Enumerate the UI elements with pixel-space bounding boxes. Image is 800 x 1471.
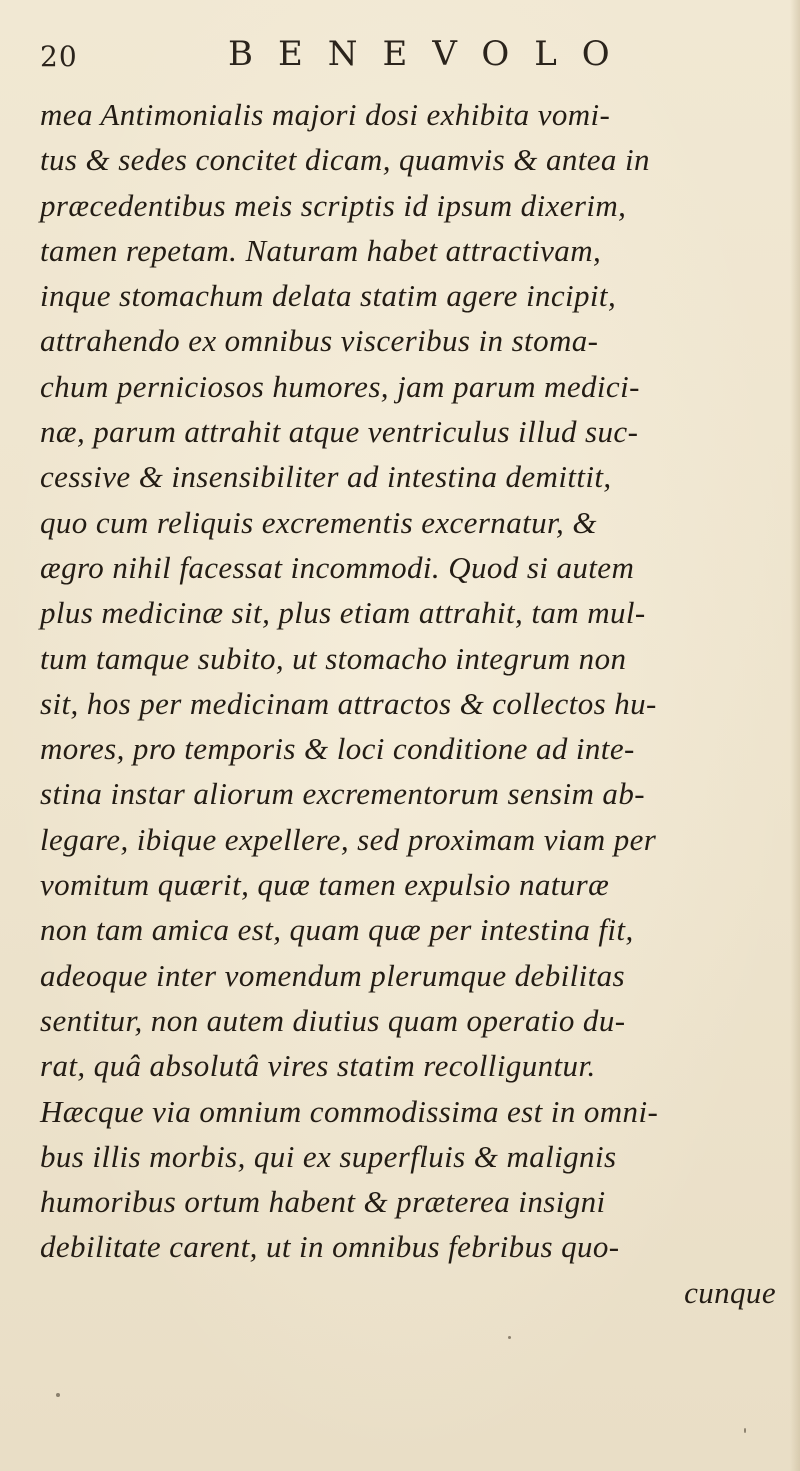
text-line: adeoque inter vomendum plerumque debilitas [40,957,626,993]
text-line: quo cum reliquis excrementis excernatur, & [40,504,597,540]
text-line: rat, quâ absolutâ vires statim recolliguntur. [40,1048,596,1084]
text-line: Hæcque via omnium commodissima est in omni- [40,1093,659,1129]
running-head: BENEVOLO [228,34,635,74]
text-line: cessive & insensibiliter ad intestina demittit, [40,459,612,495]
paper-speck [744,1428,746,1433]
text-line: chum perniciosos humores, jam parum medici- [40,368,640,404]
page-number: 20 [40,40,78,73]
text-line: tum tamque subito, ut stomacho integrum non [40,640,627,676]
text-line: sentitur, non autem diutius quam operatio du- [40,1002,626,1038]
text-line: mores, pro temporis & loci conditione ad inte- [40,731,635,767]
catchword: cunque [684,1274,776,1310]
text-line: debilitate carent, ut in omnibus febribus quo- [40,1229,620,1265]
text-line: non tam amica est, quam quæ per intestina fit, [40,912,634,948]
text-line: mea Antimonialis majori dosi exhibita vomi- [40,97,611,132]
text-line: tus & sedes concitet dicam, quamvis & antea in [40,142,650,178]
text-line: vomitum quærit, quæ tamen expulsio naturæ [40,867,610,903]
text-line: næ, parum attrahit atque ventriculus illud suc- [40,414,639,450]
text-line: humoribus ortum habent & præterea insigni [40,1184,606,1220]
text-line: plus medicinæ sit, plus etiam attrahit, tam mul- [40,595,646,631]
text-line: stina instar aliorum excrementorum sensim ab- [40,776,645,812]
page-header [0,34,800,84]
paper-speck [508,1336,511,1339]
text-line: præcedentibus meis scriptis id ipsum dixerim, [40,187,627,223]
text-line: sit, hos per medicinam attractos & collectos hu- [40,685,657,721]
body-text [40,92,800,1315]
text-line: bus illis morbis, qui ex superfluis & malignis [40,1138,617,1174]
text-line: attrahendo ex omnibus visceribus in stoma- [40,323,599,359]
text-line: tamen repetam. Naturam habet attractivam, [40,232,602,268]
text-line: ægro nihil facessat incommodi. Quod si autem [40,549,635,585]
paper-speck [56,1393,60,1397]
text-line: legare, ibique expellere, sed proximam viam per [40,821,657,857]
text-line: inque stomachum delata statim agere incipit, [40,278,617,314]
